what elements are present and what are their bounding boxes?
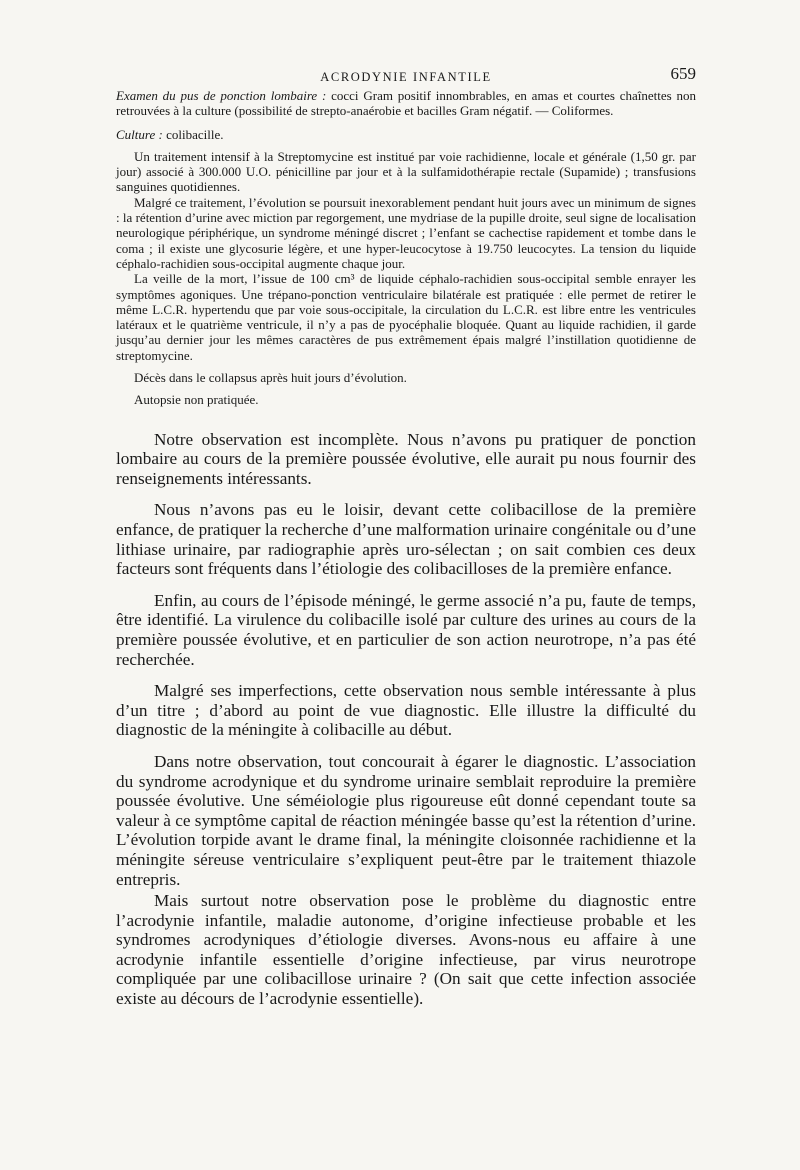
discussion-paragraph-4: Malgré ses imperfections, cette observation nous semble intéressante à plus d’un titre ; d’abord au point de vue diagnostic. Elle illustre la difficulté du diagnostic de la méningite à colibacille au début. <box>116 681 696 740</box>
discussion-paragraph-2: Nous n’avons pas eu le loisir, devant cette colibacillose de la première enfance, de pratiquer la recherche d’une malformation urinaire congénitale ou d’une lithiase urinaire, par radiographie après uro-sélectan ; on sait combien ces deux facteurs sont fréquents dans l’étiologie des colibacilloses de la première enfance. <box>116 500 696 579</box>
examen-label: Examen du pus de ponction lombaire : <box>116 88 327 103</box>
page-number: 659 <box>670 64 696 83</box>
culture-text: colibacille. <box>166 126 224 142</box>
running-title: ACRODYNIE INFANTILE <box>320 70 492 84</box>
discussion-paragraph-6: Mais surtout notre observation pose le problème du diagnostic entre l’acrodynie infantile, maladie autonome, d’origine infectieuse probable et les syndromes acrodyniques d’étiologie diverses. Avons-nous eu affaire à une acrodynie infantile essentielle d’origine infectieuse, par virus neurotrope compliquée par une colibacillose urinaire ? (On sait que cette infection associée existe au décours de l’acrodynie essentielle). <box>116 891 696 1009</box>
evolution-paragraph: Malgré ce traitement, l’évolution se poursuit inexorablement pendant huit jours avec un minimum de signes : la rétention d’urine avec miction par regorgement, une mydriase de la pupille droite, seul signe de localisation neurologique périphérique, un syndrome méningé discret ; l’enfant se cachectise rapidement et tombe dans le coma ; il existe une glycosurie légère, et une hyper-leucocytose à 19.750 leucocytes. La tension du liquide céphalo-rachidien sous-occipital augmente chaque jour. <box>116 194 696 271</box>
veille-paragraph: La veille de la mort, l’issue de 100 cm³ de liquide céphalo-rachidien sous-occipital semble enrayer les symptômes agoniques. Une trépano-ponction ventriculaire bilatérale est pratiquée : elle permet de retirer le même L.C.R. hypertendu que par voie sous-occipitale, la circulation du L.C.R. est libre entre les ventricules latéraux et le quatrième ventricule, il n’y a pas de pyocéphalie bloquée. Quant au liquide rachidien, il garde jusqu’au dernier jour les mêmes caractères de pus extrêmement épais malgré l’instillation quotidienne de streptomycine. <box>116 271 696 363</box>
discussion-paragraph-5: Dans notre observation, tout concourait à égarer le diagnostic. L’association du syndrome acrodynique et du syndrome urinaire semblait reproduire la première poussée évolutive. Une séméiologie plus rigoureuse eût donné cependant toute sa valeur à ce symptôme capital de réaction méningée basse qu’est la rétention d’urine. L’évolution torpide avant le drame final, la méningite cloisonnée rachidienne et la méningite séreuse ventriculaire s’expliquent peut-être par le traitement thiazole entrepris. <box>116 751 696 889</box>
page-header <box>116 62 696 88</box>
examen-text: cocci Gram positif innombrables, en amas et courtes chaînettes non retrouvées à la culture (possibilité de strepto-anaérobie et bacilles Gram négatif. — Coliformes. <box>116 88 697 119</box>
examen-paragraph <box>116 88 696 119</box>
deces-line: Décès dans le collapsus après huit jours d’évolution. <box>134 370 407 386</box>
treatment-paragraph: Un traitement intensif à la Streptomycine est institué par voie rachidienne, locale et générale (1,50 gr. par jour) associé à 300.000 U.O. pénicilline par jour et à la sulfamidothérapie rectale (Supamide) ; transfusions sanguines quotidiennes. <box>116 148 696 195</box>
culture-paragraph <box>116 127 696 142</box>
culture-label: Culture : <box>116 126 163 142</box>
discussion-paragraph-3: Enfin, au cours de l’épisode méningé, le germe associé n’a pu, faute de temps, être identifié. La virulence du colibacille isolé par culture des urines au cours de la première poussée évolutive, et en particulier de son action neurotrope, n’a pas été recherchée. <box>116 590 696 669</box>
page <box>116 62 696 1009</box>
autopsie-line: Autopsie non pratiquée. <box>134 392 259 408</box>
discussion-paragraph-1: Notre observation est incomplète. Nous n’avons pu pratiquer de ponction lombaire au cours de la première poussée évolutive, elle aurait pu nous fournir des renseignements intéressants. <box>116 429 696 488</box>
